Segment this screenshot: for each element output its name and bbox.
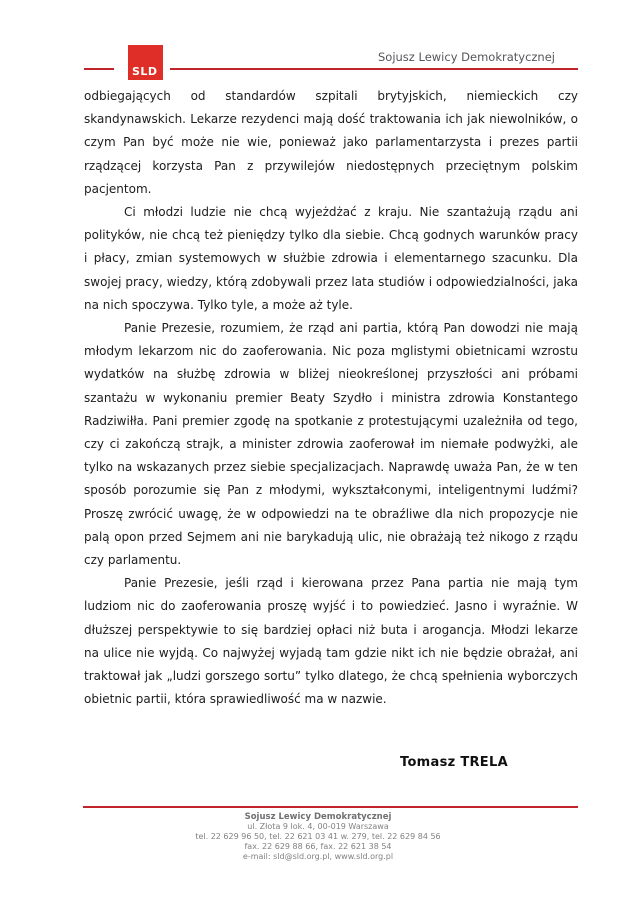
footer xyxy=(0,806,636,862)
sld-logo-text: SLD xyxy=(132,65,158,78)
footer-email-web: e-mail: sld@sld.org.pl, www.sld.org.pl xyxy=(242,852,394,861)
paragraph-1: odbiegających od standardów szpitali brytyjskich, niemieckich czy skandynawskich. Lekarze rezydenci mają dość traktowania ich jak niewolników, o czym Pan być może nie wie, ponieważ jako parlamentarzysta i prezes partii rządzącej korzysta Pan z przywilejów niedostępnych przeciętnym polskim pacjentom. xyxy=(84,89,578,196)
footer-phones: tel. 22 629 96 50, tel. 22 621 03 41 w. 279, tel. 22 629 84 56 xyxy=(195,832,441,841)
footer-address: ul. Złota 9 lok. 4, 00-019 Warszawa xyxy=(247,822,389,831)
paragraph-3: Panie Prezesie, rozumiem, że rząd ani partia, którą Pan dowodzi nie mają młodym lekarzom nic do zaoferowania. Nic poza mglistymi obietnicami wzrostu wydatków na służbę zdrowia w bliżej nieokreślonej przyszłości ani próbami szantażu w wykonaniu premier Beaty Szydło i ministra zdrowia Konstantego Radziwiłła. Pani premier zgodę na spotkanie z protestującymi uzależniła od tego, czy ci zakończą strajk, a minister zdrowia zaoferował im niemałe podwyżki, ale tylko na wskazanych przez siebie specjalizacjach. Naprawdę uważa Pan, że w ten sposób porozumie się Pan z młodymi, wykształconymi, inteligentnymi ludźmi? Proszę zwrócić uwagę, że w odpowiedzi na te obraźliwe dla nich propozycje nie palą opon przed Sejmem ani nie barykadują ulic, nie obrażają też nikogo z rządu czy parlamentu. xyxy=(84,321,578,568)
header-rule xyxy=(170,68,578,70)
header-org-name: Sojusz Lewicy Demokratycznej xyxy=(377,50,555,64)
header-dash-rule xyxy=(84,68,114,70)
signature-name: Tomasz TRELA xyxy=(400,755,508,771)
paragraph-4: Panie Prezesie, jeśli rząd i kierowana przez Pana partia nie mają tym ludziom nic do zaoferowania proszę wyjść i to powiedzieć. Jasno i wyraźnie. W dłuższej perspektywie to się bardziej opłaci niż buta i arogancja. Młodzi lekarze na ulice nie wyjdą. Co najwyżej wyjadą tam gdzie nikt ich nie będzie obrażał, ani traktował jak „ludzi gorszego sortu” tylko dlatego, że chcą spełnienia wyborczych obietnic partii, która sprawiedliwość ma w nazwie. xyxy=(84,576,578,707)
sld-logo xyxy=(128,45,163,80)
letter-body xyxy=(84,85,578,771)
footer-rule xyxy=(83,806,578,808)
paragraph-2: Ci młodzi ludzie nie chcą wyjeżdżać z kraju. Nie szantażują rządu ani polityków, nie chcą też pieniędzy tylko dla siebie. Chcą godnych warunków pracy i płacy, zmian systemowych w służbie zdrowia i elementarnego szacunku. Dla swojej pracy, wiedzy, którą zdobywali przez lata studiów i odpowiedzialności, jaka na nich spoczywa. Tylko tyle, a może aż tyle. xyxy=(84,205,578,312)
footer-org-name: Sojusz Lewicy Demokratycznej xyxy=(244,812,392,822)
footer-fax: fax. 22 629 88 66, fax. 22 621 38 54 xyxy=(244,842,392,851)
